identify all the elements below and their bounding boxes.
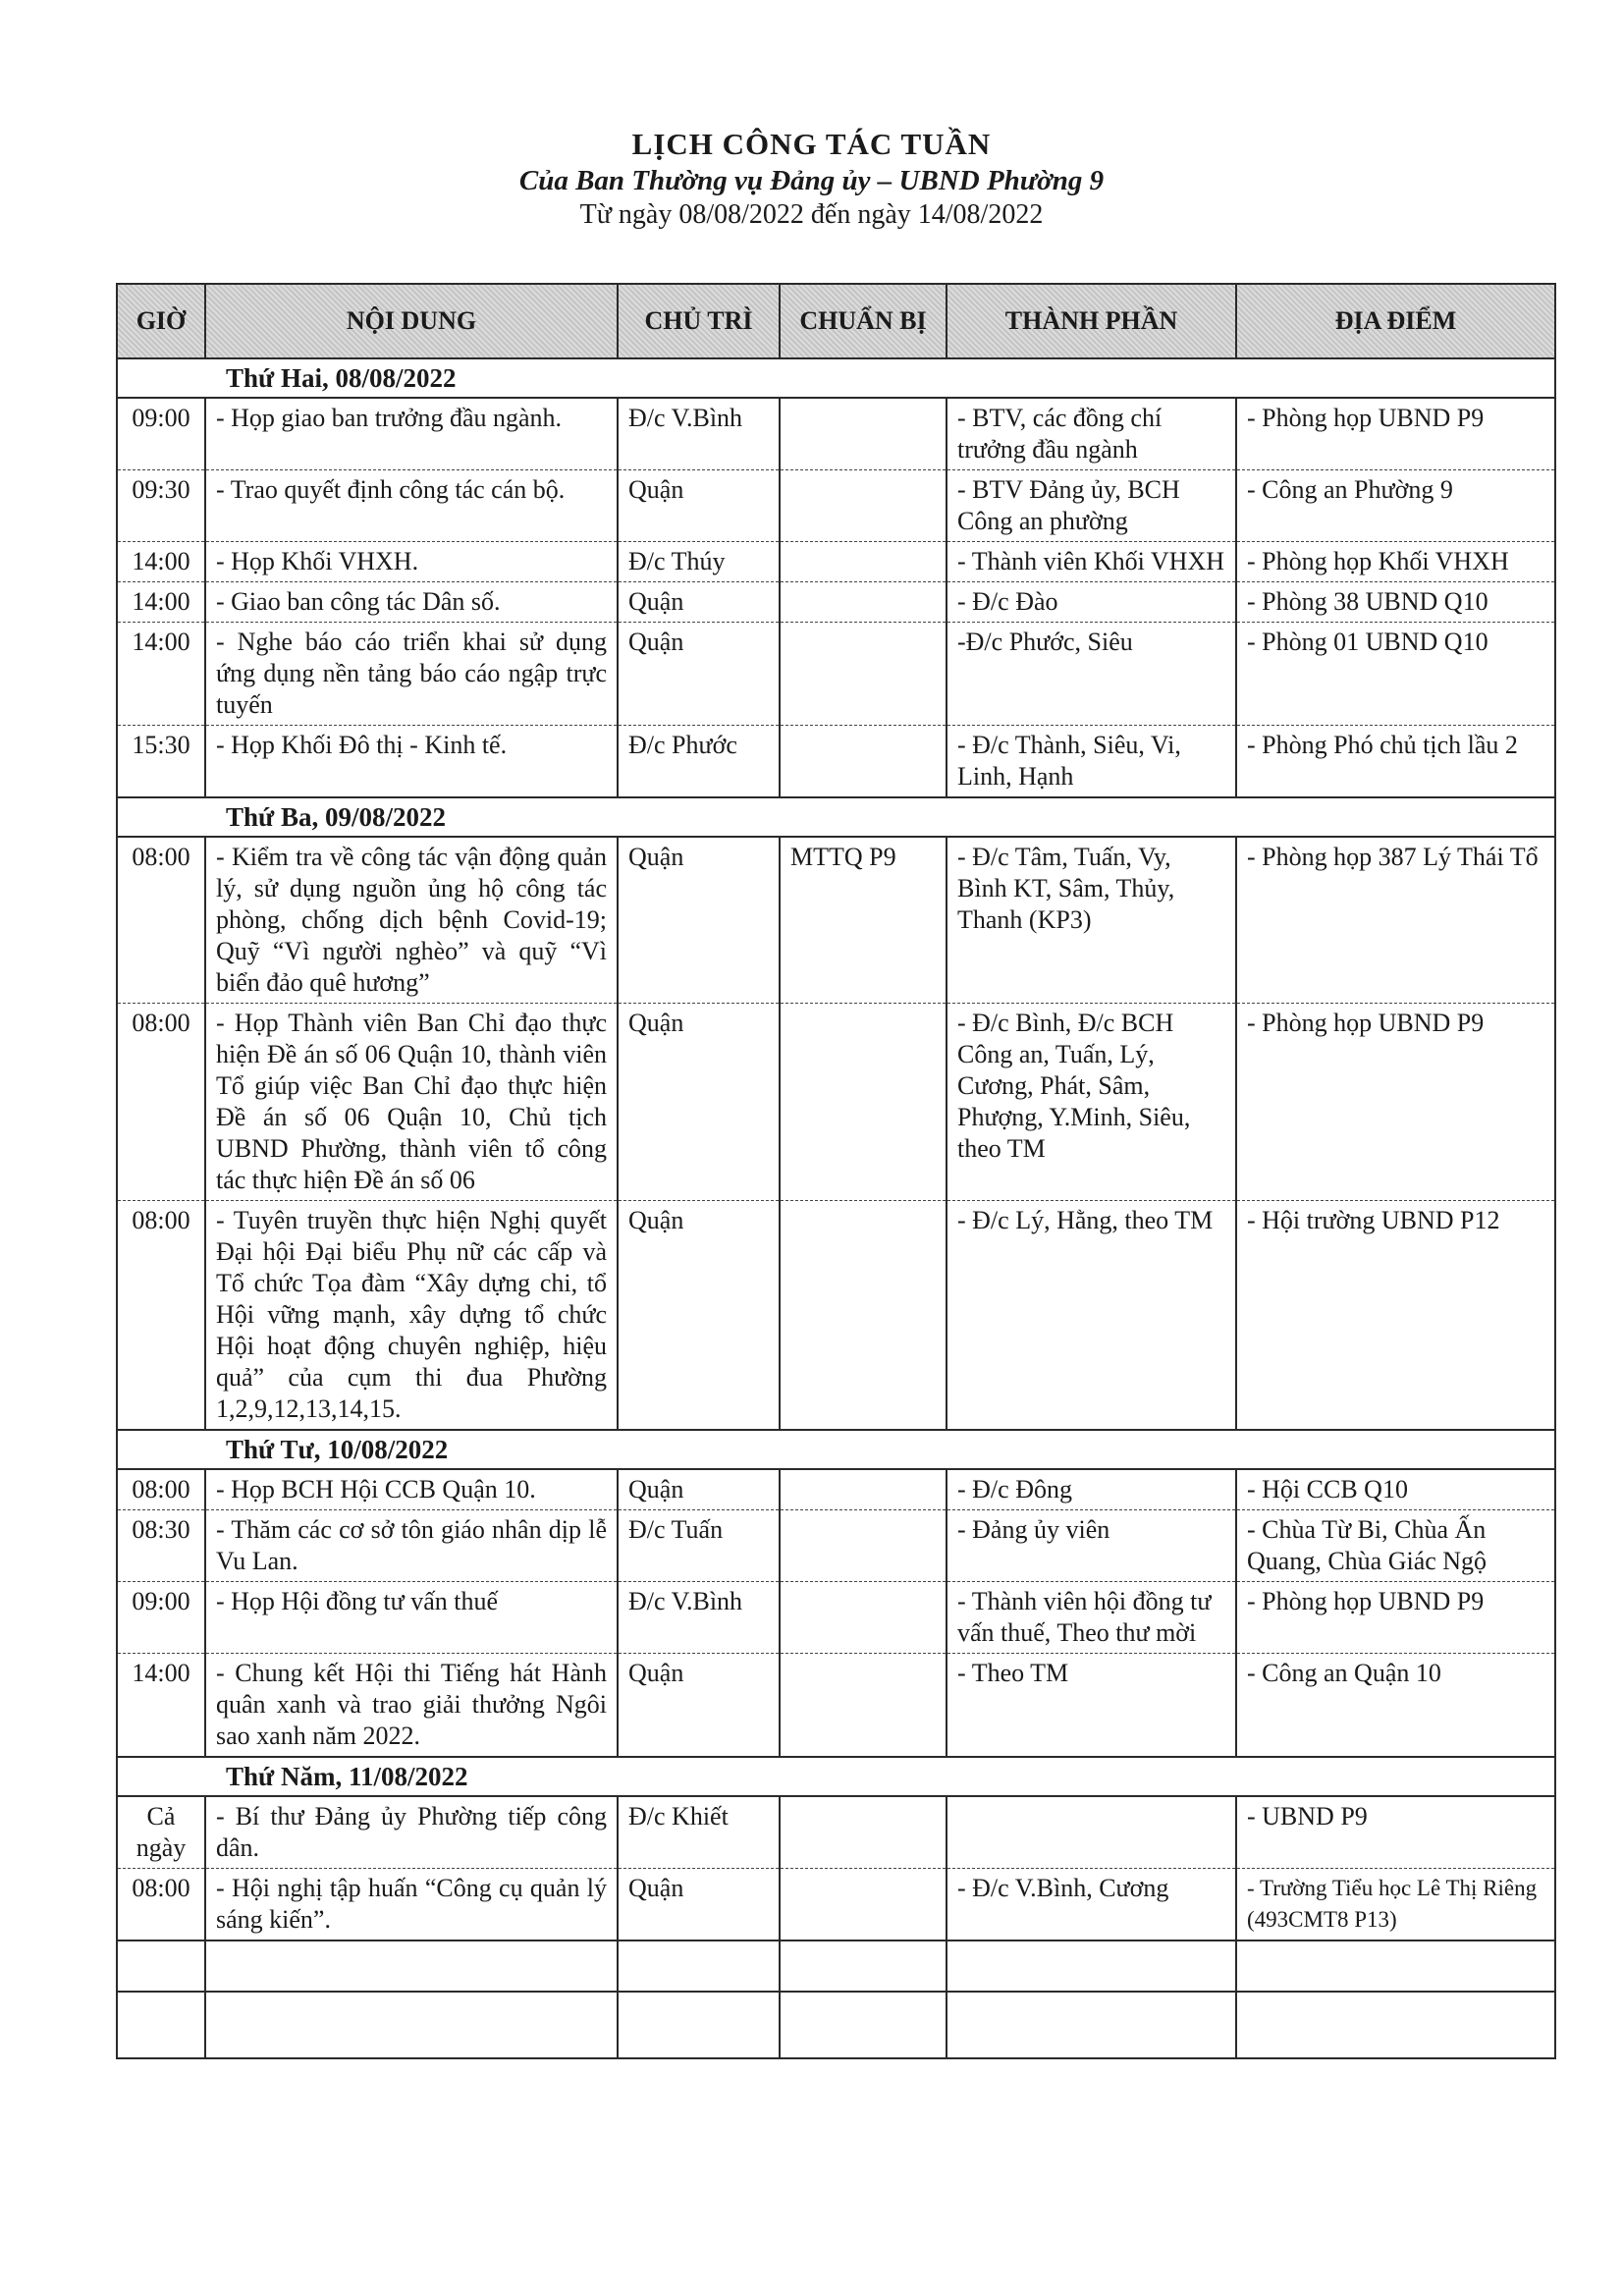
time-cell: 08:00 (117, 837, 205, 1004)
prep-cell (780, 1796, 947, 1869)
place-cell: - Phòng họp Khối VHXH (1236, 542, 1555, 582)
table-row (117, 1510, 1555, 1582)
time-cell: 14:00 (117, 542, 205, 582)
place-cell: - Công an Quận 10 (1236, 1654, 1555, 1758)
empty-cell (117, 1992, 205, 2058)
col-header-place: ĐỊA ĐIỂM (1236, 284, 1555, 358)
prep-cell (780, 726, 947, 798)
time-cell: 08:00 (117, 1004, 205, 1201)
prep-cell (780, 470, 947, 542)
empty-cell (205, 1941, 618, 1992)
prep-cell (780, 1654, 947, 1758)
table-row (117, 726, 1555, 798)
content-cell: - Nghe báo cáo triển khai sử dụng ứng dụng nền tảng báo cáo ngập trực tuyến (205, 623, 618, 726)
chair-cell: Đ/c Khiết (618, 1796, 780, 1869)
prep-cell (780, 1869, 947, 1941)
place-cell: - Hội trường UBND P12 (1236, 1201, 1555, 1431)
empty-cell (780, 1941, 947, 1992)
time-cell: 09:30 (117, 470, 205, 542)
prep-cell (780, 623, 947, 726)
table-row (117, 1654, 1555, 1758)
table-row (117, 1201, 1555, 1431)
time-cell: 14:00 (117, 1654, 205, 1758)
time-cell: 14:00 (117, 582, 205, 623)
chair-cell: Quận (618, 623, 780, 726)
prep-cell (780, 582, 947, 623)
empty-cell (780, 1992, 947, 2058)
table-row (117, 623, 1555, 726)
prep-cell (780, 1510, 947, 1582)
col-header-time: GIỜ (117, 284, 205, 358)
table-row (117, 1004, 1555, 1201)
empty-cell (1236, 1992, 1555, 2058)
members-cell: - Đ/c Đào (947, 582, 1236, 623)
members-cell: - Đ/c Thành, Siêu, Vi, Linh, Hạnh (947, 726, 1236, 798)
content-cell: - Họp BCH Hội CCB Quận 10. (205, 1469, 618, 1510)
members-cell: - Đ/c Tâm, Tuấn, Vy, Bình KT, Sâm, Thủy, Thanh (KP3) (947, 837, 1236, 1004)
members-cell (947, 1796, 1236, 1869)
time-cell: 09:00 (117, 398, 205, 470)
content-cell: - Họp Thành viên Ban Chỉ đạo thực hiện Đề án số 06 Quận 10, thành viên Tổ giúp việc Ban Chỉ đạo thực hiện Đề án số 06 Quận 10, Chủ tịch UBND Phường, thành viên tổ công tác thực hiện Đề án số 06 (205, 1004, 618, 1201)
prep-cell (780, 1469, 947, 1510)
place-cell: - Phòng 38 UBND Q10 (1236, 582, 1555, 623)
members-cell: - Thành viên hội đồng tư vấn thuế, Theo thư mời (947, 1582, 1236, 1654)
time-cell: 08:00 (117, 1869, 205, 1941)
place-cell: - Công an Phường 9 (1236, 470, 1555, 542)
day-label: Thứ Năm, 11/08/2022 (117, 1757, 1555, 1796)
time-cell: 14:00 (117, 623, 205, 726)
place-cell: - Phòng Phó chủ tịch lầu 2 (1236, 726, 1555, 798)
prep-cell (780, 1201, 947, 1431)
chair-cell: Đ/c V.Bình (618, 1582, 780, 1654)
col-header-prep: CHUẨN BỊ (780, 284, 947, 358)
members-cell: - Đ/c V.Bình, Cương (947, 1869, 1236, 1941)
table-row (117, 1582, 1555, 1654)
empty-cell (618, 1992, 780, 2058)
empty-cell (947, 1941, 1236, 1992)
time-cell: 09:00 (117, 1582, 205, 1654)
time-cell: Cả ngày (117, 1796, 205, 1869)
time-cell: 08:30 (117, 1510, 205, 1582)
time-cell: 08:00 (117, 1469, 205, 1510)
content-cell: - Giao ban công tác Dân số. (205, 582, 618, 623)
members-cell: - BTV, các đồng chí trưởng đầu ngành (947, 398, 1236, 470)
members-cell: - Đảng ủy viên (947, 1510, 1236, 1582)
chair-cell: Đ/c V.Bình (618, 398, 780, 470)
date-range: Từ ngày 08/08/2022 đến ngày 14/08/2022 (579, 199, 1044, 230)
day-header-row (117, 1430, 1555, 1469)
chair-cell: Quận (618, 837, 780, 1004)
col-header-content: NỘI DUNG (205, 284, 618, 358)
table-row (117, 542, 1555, 582)
col-header-members: THÀNH PHẦN (947, 284, 1236, 358)
content-cell: - Họp giao ban trưởng đầu ngành. (205, 398, 618, 470)
content-cell: - Tuyên truyền thực hiện Nghị quyết Đại hội Đại biểu Phụ nữ các cấp và Tổ chức Tọa đàm “Xây dựng chi, tổ Hội vững mạnh, xây dựng tổ chức Hội hoạt động chuyên nghiệp, hiệu quả” của cụm thi đua Phường 1,2,9,12,13,14,15. (205, 1201, 618, 1431)
table-row (117, 470, 1555, 542)
table-row (117, 582, 1555, 623)
members-cell: - Thành viên Khối VHXH (947, 542, 1236, 582)
chair-cell: Quận (618, 1654, 780, 1758)
members-cell: -Đ/c Phước, Siêu (947, 623, 1236, 726)
table-row (117, 837, 1555, 1004)
day-label: Thứ Hai, 08/08/2022 (117, 358, 1555, 398)
members-cell: - Đ/c Lý, Hằng, theo TM (947, 1201, 1236, 1431)
day-header-row (117, 1757, 1555, 1796)
place-cell: - Trường Tiểu học Lê Thị Riêng (493CMT8 P13) (1236, 1869, 1555, 1941)
schedule-body (117, 358, 1555, 2058)
empty-row (117, 1992, 1555, 2058)
members-cell: - BTV Đảng ủy, BCH Công an phường (947, 470, 1236, 542)
content-cell: - Trao quyết định công tác cán bộ. (205, 470, 618, 542)
prep-cell (780, 398, 947, 470)
document-subtitle: Của Ban Thường vụ Đảng ủy – UBND Phường 9 (518, 165, 1105, 196)
chair-cell: Quận (618, 470, 780, 542)
prep-cell (780, 1582, 947, 1654)
chair-cell: Đ/c Thúy (618, 542, 780, 582)
content-cell: - Họp Khối VHXH. (205, 542, 618, 582)
chair-cell: Quận (618, 582, 780, 623)
content-cell: - Kiểm tra về công tác vận động quản lý, sử dụng nguồn ủng hộ công tác phòng, chống dịch bệnh Covid-19; Quỹ “Vì người nghèo” và quỹ “Vì biển đảo quê hương” (205, 837, 618, 1004)
prep-cell: MTTQ P9 (780, 837, 947, 1004)
table-row (117, 1869, 1555, 1941)
table-row (117, 398, 1555, 470)
empty-row (117, 1941, 1555, 1992)
place-cell: - Chùa Từ Bi, Chùa Ấn Quang, Chùa Giác Ngộ (1236, 1510, 1555, 1582)
content-cell: - Chung kết Hội thi Tiếng hát Hành quân xanh và trao giải thưởng Ngôi sao xanh năm 2022. (205, 1654, 618, 1758)
place-cell: - UBND P9 (1236, 1796, 1555, 1869)
place-cell: - Phòng 01 UBND Q10 (1236, 623, 1555, 726)
chair-cell: Quận (618, 1469, 780, 1510)
chair-cell: Đ/c Tuấn (618, 1510, 780, 1582)
time-cell: 15:30 (117, 726, 205, 798)
empty-cell (618, 1941, 780, 1992)
document-header (0, 126, 1623, 232)
content-cell: - Họp Khối Đô thị - Kinh tế. (205, 726, 618, 798)
chair-cell: Quận (618, 1201, 780, 1431)
members-cell: - Đ/c Đông (947, 1469, 1236, 1510)
day-header-row (117, 797, 1555, 837)
place-cell: - Phòng họp UBND P9 (1236, 1004, 1555, 1201)
table-row (117, 1796, 1555, 1869)
chair-cell: Đ/c Phước (618, 726, 780, 798)
empty-cell (117, 1941, 205, 1992)
place-cell: - Hội CCB Q10 (1236, 1469, 1555, 1510)
prep-cell (780, 542, 947, 582)
place-cell: - Phòng họp UBND P9 (1236, 1582, 1555, 1654)
empty-cell (1236, 1941, 1555, 1992)
chair-cell: Quận (618, 1869, 780, 1941)
schedule-table (116, 283, 1556, 2059)
empty-cell (205, 1992, 618, 2058)
members-cell: - Đ/c Bình, Đ/c BCH Công an, Tuấn, Lý, Cương, Phát, Sâm, Phượng, Y.Minh, Siêu, theo TM (947, 1004, 1236, 1201)
prep-cell (780, 1004, 947, 1201)
place-cell: - Phòng họp UBND P9 (1236, 398, 1555, 470)
content-cell: - Bí thư Đảng ủy Phường tiếp công dân. (205, 1796, 618, 1869)
table-header-row (117, 284, 1555, 358)
col-header-chair: CHỦ TRÌ (618, 284, 780, 358)
place-cell: - Phòng họp 387 Lý Thái Tổ (1236, 837, 1555, 1004)
day-label: Thứ Ba, 09/08/2022 (117, 797, 1555, 837)
empty-cell (947, 1992, 1236, 2058)
chair-cell: Quận (618, 1004, 780, 1201)
table-row (117, 1469, 1555, 1510)
members-cell: - Theo TM (947, 1654, 1236, 1758)
content-cell: - Họp Hội đồng tư vấn thuế (205, 1582, 618, 1654)
document-title: LỊCH CÔNG TÁC TUẦN (631, 127, 992, 161)
content-cell: - Hội nghị tập huấn “Công cụ quản lý sáng kiến”. (205, 1869, 618, 1941)
day-header-row (117, 358, 1555, 398)
time-cell: 08:00 (117, 1201, 205, 1431)
day-label: Thứ Tư, 10/08/2022 (117, 1430, 1555, 1469)
content-cell: - Thăm các cơ sở tôn giáo nhân dịp lễ Vu Lan. (205, 1510, 618, 1582)
